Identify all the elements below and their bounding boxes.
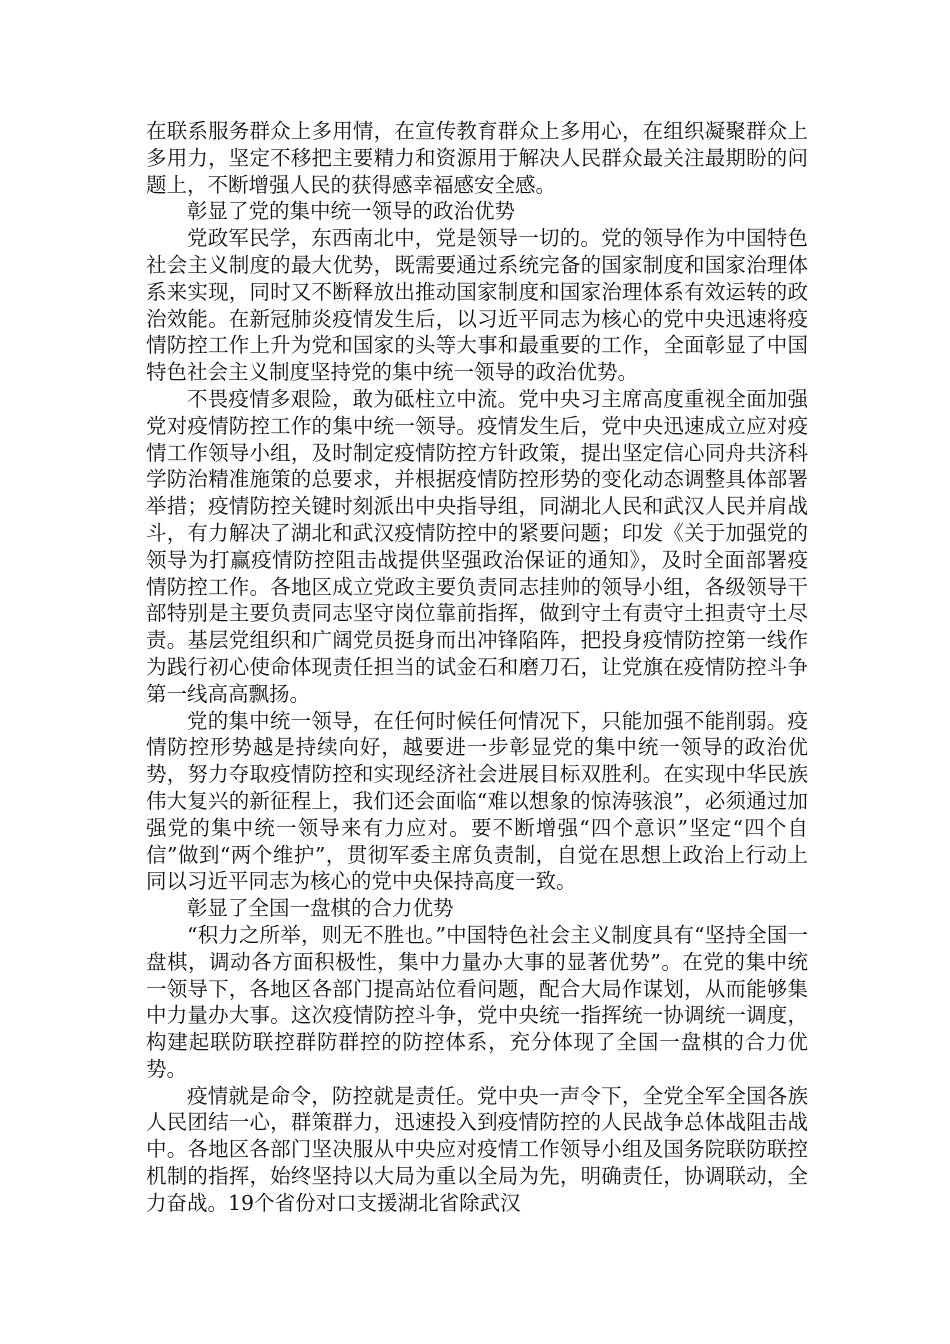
section-heading-political-advantage: 彰显了党的集中统一领导的政治优势 (187, 199, 515, 224)
section-heading-national-advantage: 彰显了全国一盘棋的合力优势 (187, 896, 454, 921)
paragraph: 疫情就是命令，防控就是责任。党中央一声令下，全党全军全国各族人民团结一心，群策群力，迅速投入到疫情防控的人民战争总体战阻击战中。各地区各部门坚决服从中央应对疫情工作领导小组及国务院联防联控机制的指挥，始终坚持以大局为重以全局为先，明确责任，协调联动，全力奋战。19个省份对口支援湖北省除武汉 (146, 1083, 808, 1215)
paragraph: 党的集中统一领导，在任何时候任何情况下，只能加强不能削弱。疫情防控形势越是持续向好，越要进一步彰显党的集中统一领导的政治优势，努力夺取疫情防控和实现经济社会进展目标双胜利。在实现中华民族伟大复兴的新征程上，我们还会面临“难以想象的惊涛骇浪”，必须通过加强党的集中统一领导来有力应对。要不断增强“四个意识”坚定“四个自信”做到“两个维护”，贯彻军委主席负责制，自觉在思想上政治上行动上同以习近平同志为核心的党中央保持高度一致。 (146, 708, 808, 894)
paragraph: 不畏疫情多艰险，敢为砥柱立中流。党中央习主席高度重视全面加强党对疫情防控工作的集中统一领导。疫情发生后，党中央迅速成立应对疫情工作领导小组，及时制定疫情防控方针政策，提出坚定信心同舟共济科学防治精准施策的总要求，并根据疫情防控形势的变化动态调整具体部署举措；疫情防控关键时刻派出中央指导组，同湖北人民和武汉人民并肩战斗，有力解决了湖北和武汉疫情防控中的紧要问题；印发《关于加强党的领导为打赢疫情防控阻击战提供坚强政治保证的通知》，及时全面部署疫情防控工作。各地区成立党政主要负责同志挂帅的领导小组，各级领导干部特别是主要负责同志坚守岗位靠前指挥，做到守土有责守土担责守土尽责。基层党组织和广阔党员挺身而出冲锋陷阵，把投身疫情防控第一线作为践行初心使命体现责任担当的试金石和磨刀石，让党旗在疫情防控斗争第一线高高飘扬。 (146, 386, 808, 706)
paragraph-continuation: 在联系服务群众上多用情，在宣传教育群众上多用心，在组织凝聚群众上多用力，坚定不移把主要精力和资源用于解决人民群众最关注最期盼的问题上，不断增强人民的获得感幸福感安全感。 (146, 119, 808, 197)
document-page (146, 118, 808, 1217)
paragraph: “积力之所举，则无不胜也。”中国特色社会主义制度具有“坚持全国一盘棋，调动各方面积极性，集中力量办大事的显著优势”。在党的集中统一领导下，各地区各部门提高站位看问题，配合大局作谋划，从而能够集中力量办大事。这次疫情防控斗争，党中央统一指挥统一协调统一调度，构建起联防联控群防群控的防控体系，充分体现了全国一盘棋的合力优势。 (146, 922, 808, 1081)
paragraph: 党政军民学，东西南北中，党是领导一切的。党的领导作为中国特色社会主义制度的最大优势，既需要通过系统完备的国家制度和国家治理体系来实现，同时又不断释放出推动国家制度和国家治理体系有效运转的政治效能。在新冠肺炎疫情发生后，以习近平同志为核心的党中央迅速将疫情防控工作上升为党和国家的头等大事和最重要的工作，全面彰显了中国特色社会主义制度坚持党的集中统一领导的政治优势。 (146, 226, 808, 385)
